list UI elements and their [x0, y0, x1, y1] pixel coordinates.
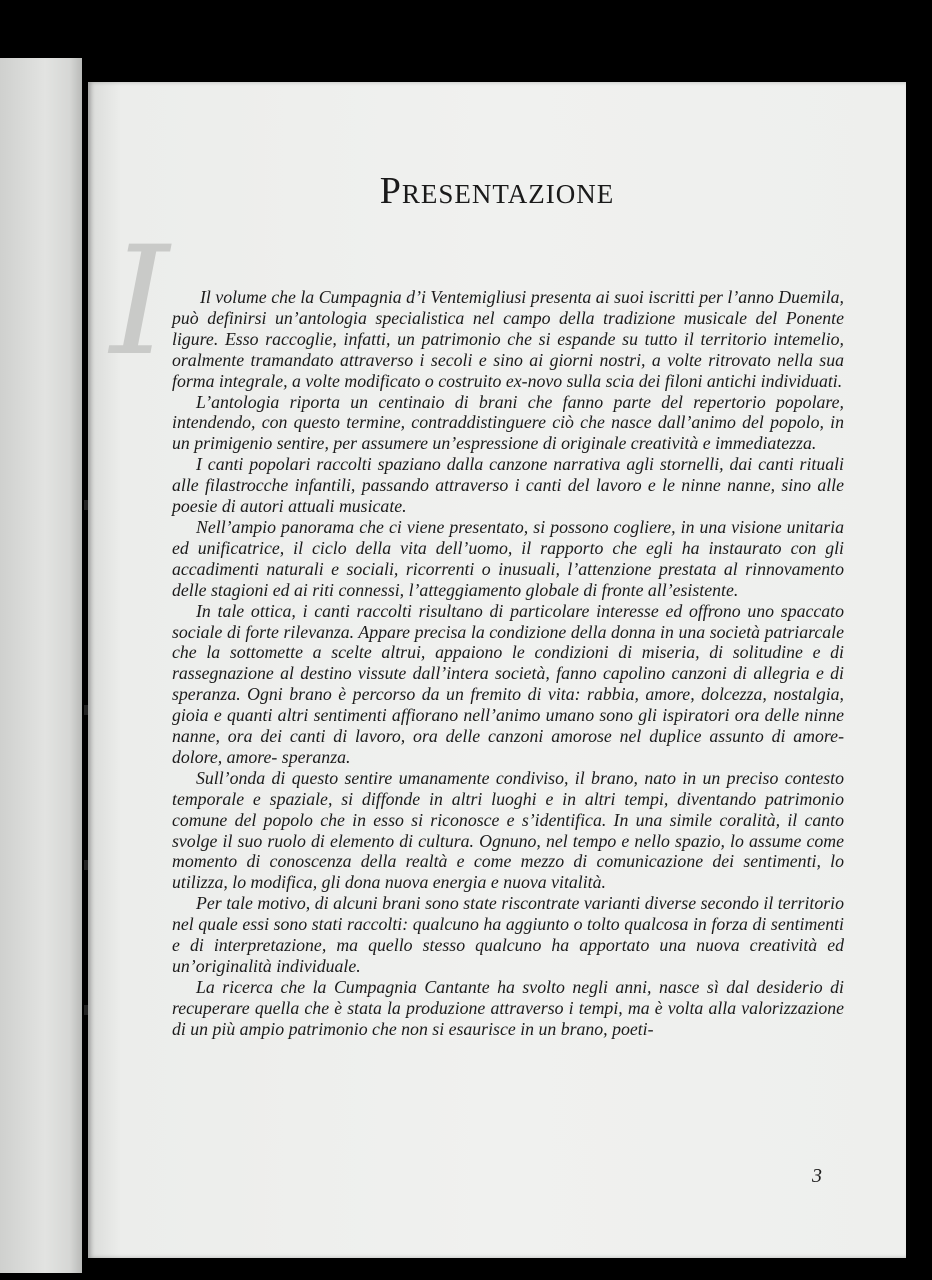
page-number: 3	[812, 1165, 822, 1187]
page-title-text: Presentazione	[379, 170, 615, 212]
body-text	[172, 287, 844, 1040]
paragraph: Sull’onda di questo sentire umanamente condiviso, il brano, nato in un preciso contesto temporale e spaziale, si diffonde in altri luoghi e in altri tempi, diventando patrimonio comune del popolo che in esso si riconosce e s’identifica. In una simile coralità, il canto svolge il suo ruolo di elemento di cultura. Ognuno, nel tempo e nello spazio, lo assume come momento di conoscenza della realtà e come mezzo di comunicazione dei sentimenti, lo utilizza, lo modifica, gli dona nuova energia e nuova vitalità.	[172, 767, 844, 893]
paragraph: La ricerca che la Cumpagnia Cantante ha svolto negli anni, nasce sì dal desiderio di recuperare quella che è stata la produzione attraverso i tempi, ma è volta alla valorizzazione di un più ampio patrimonio che non si esaurisce in un brano, poeti-	[172, 976, 844, 1039]
paragraph: Per tale motivo, di alcuni brani sono state riscontrate varianti diverse secondo il territorio nel quale essi sono stati raccolti: qualcuno ha aggiunto o tolto qualcosa in forza di sentimenti e di interpretazione, ma quello stesso qualcuno ha apportato una nuova creatività ed un’originalità individuale.	[172, 893, 844, 976]
paragraph: Nell’ampio panorama che ci viene presentato, si possono cogliere, in una visione unitaria ed unificatrice, il ciclo della vita dell’uomo, il rapporto che egli ha instaurato con gli accadimenti naturali e sociali, ricorrenti o inusuali, l’attenzione prestata al rinnovamento delle stagioni ed ai riti connessi, l’atteggiamento globale di fronte all’esistente.	[172, 516, 844, 600]
facing-page-edge	[0, 58, 82, 1273]
document-page	[88, 82, 906, 1258]
paragraph: In tale ottica, i canti raccolti risultano di particolare interesse ed offrono uno spaccato sociale di forte rilevanza. Appare precisa la condizione della donna in una società patriarcale che la sottomette a scelte altrui, appaiono le condizioni di miseria, di solitudine e di rassegnazione al destino vissute dall’intera società, fanno capolino canzoni di allegria e di speranza. Ogni brano è percorso da un fremito di vita: rabbia, amore, dolcezza, nostalgia, gioia e quanti altri sentimenti affiorano nell’animo umano sono gli ispiratori ora delle ninne nanne, ora dei canti di lavoro, ora delle canzoni amorose nel duplice assunto di amore- dolore, amore- speranza.	[172, 600, 844, 767]
decorative-dropcap: I	[110, 215, 170, 389]
paragraph: Il volume che la Cumpagnia d’i Ventemigliusi presenta ai suoi iscritti per l’anno Duemila, può definirsi un’antologia specialistica nel campo della tradizione musicale del Ponente ligure. Esso raccoglie, infatti, un patrimonio che si espande su tutto il territorio intemelio, oralmente tramandato attraverso i secoli e sino ai giorni nostri, a volte ritrovato nella sua forma integrale, a volte modificato o costruito ex-novo sulla scia dei filoni antichi individuati.	[172, 287, 844, 391]
paragraph: I canti popolari raccolti spaziano dalla canzone narrativa agli stornelli, dai canti rituali alle filastrocche infantili, passando attraverso i canti del lavoro e le ninne nanne, sino alle poesie di autori attuali musicate.	[172, 454, 844, 517]
page-title	[88, 169, 906, 213]
paragraph: L’antologia riporta un centinaio di brani che fanno parte del repertorio popolare, intendendo, con questo termine, contraddistinguere ciò che nasce dall’animo del popolo, in un primigenio sentire, per assumere un’espressione di originale creatività e immediatezza.	[172, 391, 844, 454]
